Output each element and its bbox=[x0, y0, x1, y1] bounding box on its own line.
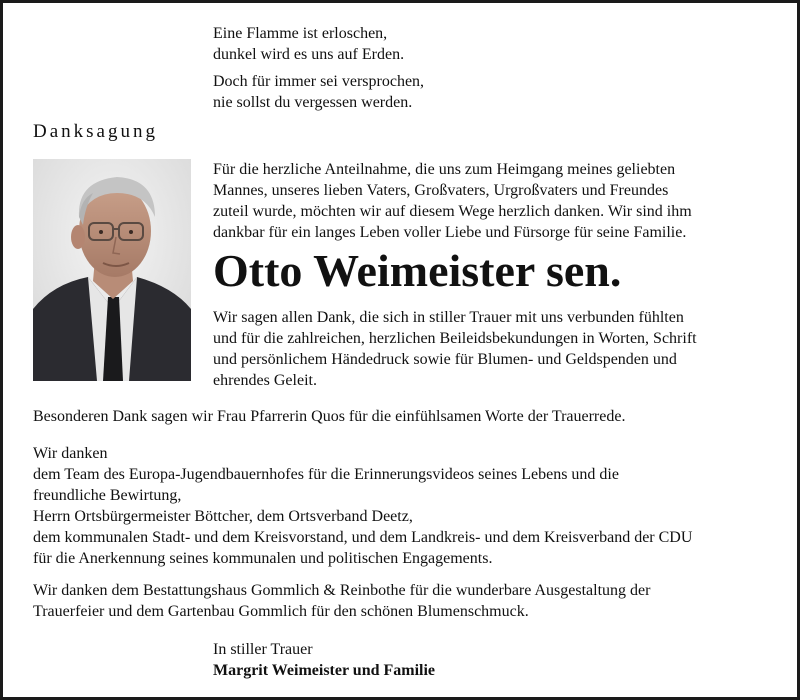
portrait-photo bbox=[33, 159, 191, 381]
poem-line: Doch für immer sei versprochen, bbox=[213, 73, 425, 90]
text-line: Besonderen Dank sagen wir Frau Pfarrerin Quos für die einfühlsamen Worte der Trauerrede. bbox=[33, 408, 626, 425]
thanks-paragraph bbox=[213, 307, 697, 391]
poem-line: nie sollst du vergessen werden. bbox=[213, 94, 413, 111]
funeral-thanks-paragraph bbox=[33, 580, 650, 622]
we-thank-paragraph bbox=[33, 443, 692, 569]
heading-danksagung: Danksagung bbox=[33, 121, 158, 142]
text-line: Wir danken dem Bestattungshaus Gommlich & Reinbothe für die wunderbare Ausgestaltung der bbox=[33, 582, 651, 599]
text-line: dem kommunalen Stadt- und dem Kreisvorstand, und dem Landkreis- und dem Kreisverband der CDU bbox=[33, 529, 693, 546]
poem-line: Eine Flamme ist erloschen, bbox=[213, 25, 388, 42]
signature-line: In stiller Trauer bbox=[213, 641, 313, 658]
signature bbox=[213, 639, 435, 681]
special-thanks bbox=[33, 406, 625, 427]
signature-family: Margrit Weimeister und Familie bbox=[213, 662, 436, 679]
text-line: Herrn Ortsbürgermeister Böttcher, dem Ortsverband Deetz, bbox=[33, 508, 413, 525]
text-line: Für die herzliche Anteilnahme, die uns zum Heimgang meines geliebten bbox=[213, 161, 676, 178]
text-line: freundliche Bewirtung, bbox=[33, 487, 182, 504]
text-line: dem Team des Europa-Jugendbauernhofes für die Erinnerungsvideos seines Lebens und die bbox=[33, 466, 619, 483]
text-line: und persönlichem Händedruck sowie für Blumen- und Geldspenden und bbox=[213, 351, 677, 368]
text-line: Mannes, unseres lieben Vaters, Großvaters, Urgroßvaters und Freundes bbox=[213, 182, 669, 199]
text-line: und für die zahlreichen, herzlichen Beileidsbekundungen in Worten, Schrift bbox=[213, 330, 697, 347]
portrait-illustration bbox=[33, 159, 191, 381]
text-line: für die Anerkennung seines kommunalen und politischen Engagements. bbox=[33, 550, 493, 567]
text-line: Trauerfeier und dem Gartenbau Gommlich für den schönen Blumenschmuck. bbox=[33, 603, 529, 620]
poem-stanza-2 bbox=[213, 71, 424, 113]
text-line: Wir danken bbox=[33, 445, 108, 462]
deceased-name: Otto Weimeister sen. bbox=[213, 245, 622, 296]
text-line: ehrendes Geleit. bbox=[213, 372, 317, 389]
intro-paragraph bbox=[213, 159, 692, 243]
poem-stanza-1 bbox=[213, 23, 404, 65]
text-line: zuteil wurde, möchten wir auf diesem Wege herzlich danken. Wir sind ihm bbox=[213, 203, 692, 220]
poem-line: dunkel wird es uns auf Erden. bbox=[213, 46, 405, 63]
text-line: Wir sagen allen Dank, die sich in stiller Trauer mit uns verbunden fühlten bbox=[213, 309, 684, 326]
text-line: dankbar für ein langes Leben voller Liebe und Fürsorge für seine Familie. bbox=[213, 224, 687, 241]
